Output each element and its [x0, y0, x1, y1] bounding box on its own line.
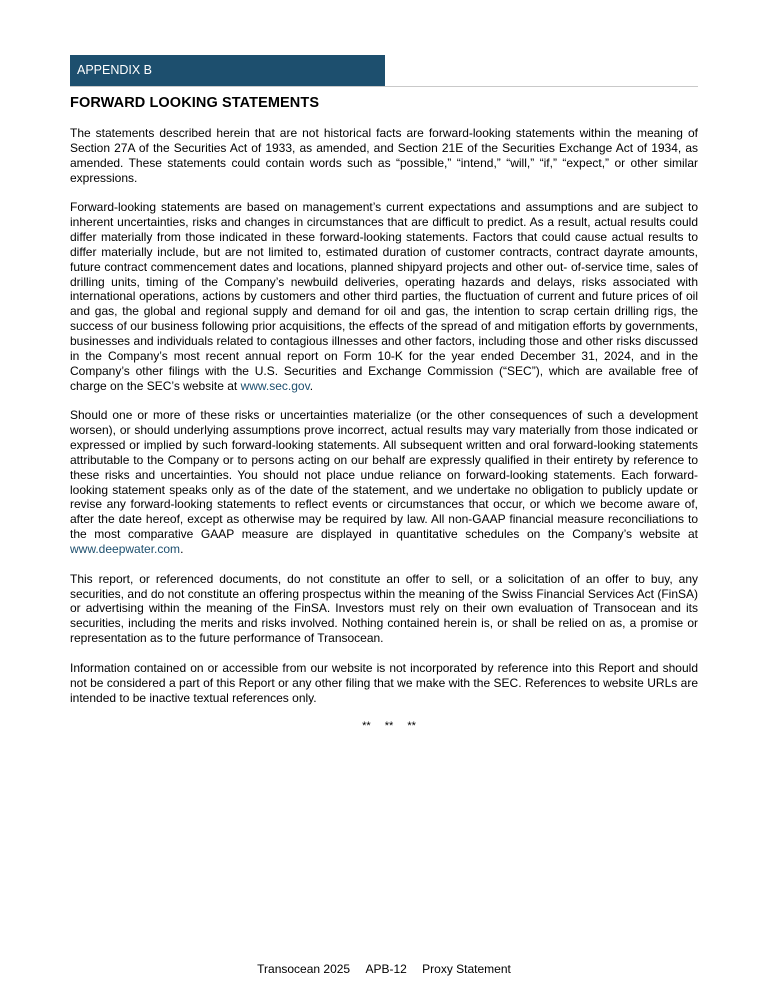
appendix-banner [70, 55, 385, 86]
page-title: FORWARD LOOKING STATEMENTS [70, 95, 320, 111]
paragraph-factors-text: Forward-looking statements are based on management’s current expectations and assumptions and are subject to inherent uncertainties, risks and changes in circumstances that are difficult to predict. As a result, actual results could differ materially from those indicated in these forward-looking statements. Factors that could cause actual results to differ materially include, but are not limited to, estimated duration of customer contracts, contract dayrate amounts, future contract commencement dates and locations, planned shipyard projects and other out- of-service time, sales of drilling units, timing of the Company’s newbuild deliveries, operating hazards and delays, risks associated with international operations, actions by customers and other third parties, the fluctuation of current and future prices of oil and gas, the global and regional supply and demand for oil and gas, the intention to scrap certain drilling rigs, the success of our business following prior acquisitions, the effects of the spread of and mitigation efforts by governments, businesses and individuals related to contagious illnesses and other factors, including those and other risks discussed in the Company’s most recent annual report on Form 10-K for the year ended December 31, 2024, and in the Company’s other filings with the U.S. Securities and Exchange Commission (“SEC”), which are available free of charge on the SEC’s website at [70, 200, 698, 393]
sec-website-link[interactable]: www.sec.gov [240, 378, 310, 393]
footer-page-number: APB-12 [365, 962, 407, 976]
paragraph-risks-end: . [180, 541, 184, 556]
paragraph-offer-disclaimer: This report, or referenced documents, do not constitute an offer to sell, or a solicitation of an offer to buy, any securities, and do not constitute an offering prospectus within the meaning of the Swiss Financial Services Act (FinSA) or advertising within the meaning of the FinSA. Investors must rely on their own evaluation of Transocean and its securities, including the merits and risks involved. Nothing contained herein is, or shall be relied on as, a promise or representation as to the future performance of Transocean. [70, 571, 698, 646]
divider [70, 86, 698, 87]
footer-document-title: Proxy Statement [422, 962, 511, 976]
footer-company: Transocean 2025 [257, 962, 351, 976]
paragraph-factors [70, 200, 698, 393]
page-footer [0, 962, 768, 976]
company-website-link[interactable]: www.deepwater.com [70, 541, 181, 556]
paragraph-intro: The statements described herein that are not historical facts are forward-looking statements within the meaning of Section 27A of the Securities Act of 1933, as amended, and Section 21E of the Securities Exchange Act of 1934, as amended. These statements could contain words such as “possible,” “intend,” “will,” “if,” “expect,” or other similar expressions. [70, 126, 698, 185]
document-body [70, 126, 698, 732]
paragraph-risks [70, 408, 698, 556]
paragraph-factors-end: . [309, 378, 314, 393]
appendix-label: APPENDIX B [77, 63, 153, 77]
section-separator: ** ** ** [362, 719, 416, 732]
paragraph-website-disclaimer: Information contained on or accessible from our website is not incorporated by reference into this Report and should not be considered a part of this Report or any other filing that we make with the SEC. References to website URLs are intended to be inactive textual references only. [70, 661, 698, 705]
paragraph-risks-text: Should one or more of these risks or uncertainties materialize (or the other consequences of such a development worsen), or should underlying assumptions prove incorrect, actual results may vary materially from those indicated or expressed or implied by such forward-looking statements. All subsequent written and oral forward-looking statements attributable to the Company or to persons acting on our behalf are expressly qualified in their entirety by reference to these risks and uncertainties. You should not place undue reliance on forward-looking statements. Each forward-looking statement speaks only as of the date of the statement, and we undertake no obligation to publicly update or revise any forward-looking statements to reflect events or circumstances that occur, or which we become aware of, after the date hereof, except as otherwise may be required by law. All non-GAAP financial measure reconciliations to the most comparative GAAP measure are displayed in quantitative schedules on the Company’s website at [70, 408, 698, 542]
